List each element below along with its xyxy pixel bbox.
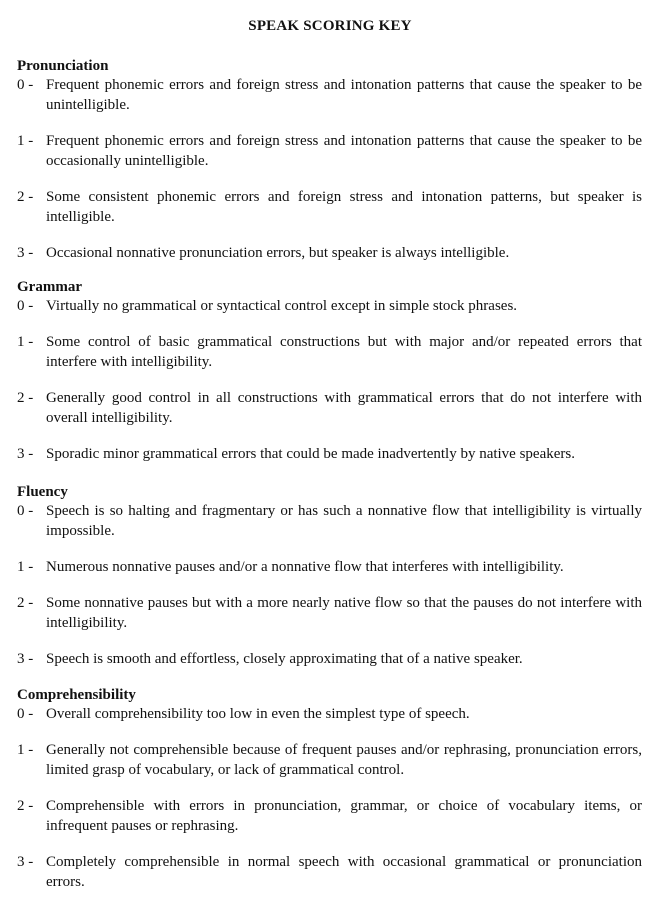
score-item xyxy=(17,131,642,171)
score-item xyxy=(17,593,642,633)
score-number: 0 - xyxy=(17,706,34,722)
score-number: 3 - xyxy=(17,854,34,870)
score-description: Overall comprehensibility too low in even the simplest type of speech. xyxy=(46,706,470,722)
score-description: Virtually no grammatical or syntactical control except in simple stock phrases. xyxy=(46,298,518,314)
score-number: 2 - xyxy=(17,798,34,814)
score-description: Some consistent phonemic errors and foreign stress and intonation patterns, but speaker is intelligible. xyxy=(46,189,642,225)
score-description: Numerous nonnative pauses and/or a nonnative flow that interferes with intelligibility. xyxy=(46,559,564,575)
score-item xyxy=(17,388,642,428)
score-item xyxy=(17,557,642,577)
score-number: 3 - xyxy=(17,245,34,261)
score-item xyxy=(17,444,642,464)
page-title: SPEAK SCORING KEY xyxy=(248,18,412,34)
score-description: Comprehensible with errors in pronunciation, grammar, or choice of vocabulary items, or infrequent pauses or rephrasing. xyxy=(46,798,642,834)
score-description: Generally good control in all constructions with grammatical errors that do not interfere with overall intelligibility. xyxy=(46,390,642,426)
score-item xyxy=(17,296,642,316)
section-heading: Fluency xyxy=(17,484,68,500)
score-description: Generally not comprehensible because of frequent pauses and/or rephrasing, pronunciation errors, limited grasp of vocabulary, or lack of grammatical control. xyxy=(46,742,642,778)
score-number: 1 - xyxy=(17,334,34,350)
section-fluency xyxy=(17,483,642,669)
score-item xyxy=(17,796,642,836)
section-heading: Pronunciation xyxy=(17,58,109,74)
score-description: Frequent phonemic errors and foreign stress and intonation patterns that cause the speaker to be unintelligible. xyxy=(46,77,642,113)
score-item xyxy=(17,649,642,669)
section-heading: Comprehensibility xyxy=(17,687,136,703)
score-item xyxy=(17,852,642,892)
score-description: Completely comprehensible in normal speech with occasional grammatical or pronunciation errors. xyxy=(46,854,642,890)
score-item xyxy=(17,704,642,724)
score-number: 3 - xyxy=(17,446,34,462)
score-description: Frequent phonemic errors and foreign stress and intonation patterns that cause the speaker to be occasionally unintelligible. xyxy=(46,133,642,169)
score-number: 0 - xyxy=(17,298,34,314)
score-item xyxy=(17,501,642,541)
score-description: Some nonnative pauses but with a more nearly native flow so that the pauses do not interfere with intelligibility. xyxy=(46,595,642,631)
score-number: 0 - xyxy=(17,503,34,519)
score-item xyxy=(17,75,642,115)
score-description: Sporadic minor grammatical errors that could be made inadvertently by native speakers. xyxy=(46,446,575,462)
score-item xyxy=(17,740,642,780)
score-number: 2 - xyxy=(17,189,34,205)
score-description: Some control of basic grammatical constructions but with major and/or repeated errors that interfere with intelligibility. xyxy=(46,334,642,370)
score-description: Occasional nonnative pronunciation errors, but speaker is always intelligible. xyxy=(46,245,510,261)
section-heading: Grammar xyxy=(17,279,82,295)
score-item xyxy=(17,243,642,263)
score-description: Speech is smooth and effortless, closely approximating that of a native speaker. xyxy=(46,651,523,667)
score-item xyxy=(17,332,642,372)
score-number: 3 - xyxy=(17,651,34,667)
score-number: 1 - xyxy=(17,559,34,575)
section-grammar xyxy=(17,278,642,464)
section-pronunciation xyxy=(17,57,642,263)
score-number: 1 - xyxy=(17,742,34,758)
section-comprehensibility xyxy=(17,686,642,892)
score-number: 0 - xyxy=(17,77,34,93)
score-number: 2 - xyxy=(17,595,34,611)
score-item xyxy=(17,187,642,227)
score-number: 1 - xyxy=(17,133,34,149)
score-number: 2 - xyxy=(17,390,34,406)
score-description: Speech is so halting and fragmentary or has such a nonnative flow that intelligibility is virtually impossible. xyxy=(46,503,642,539)
